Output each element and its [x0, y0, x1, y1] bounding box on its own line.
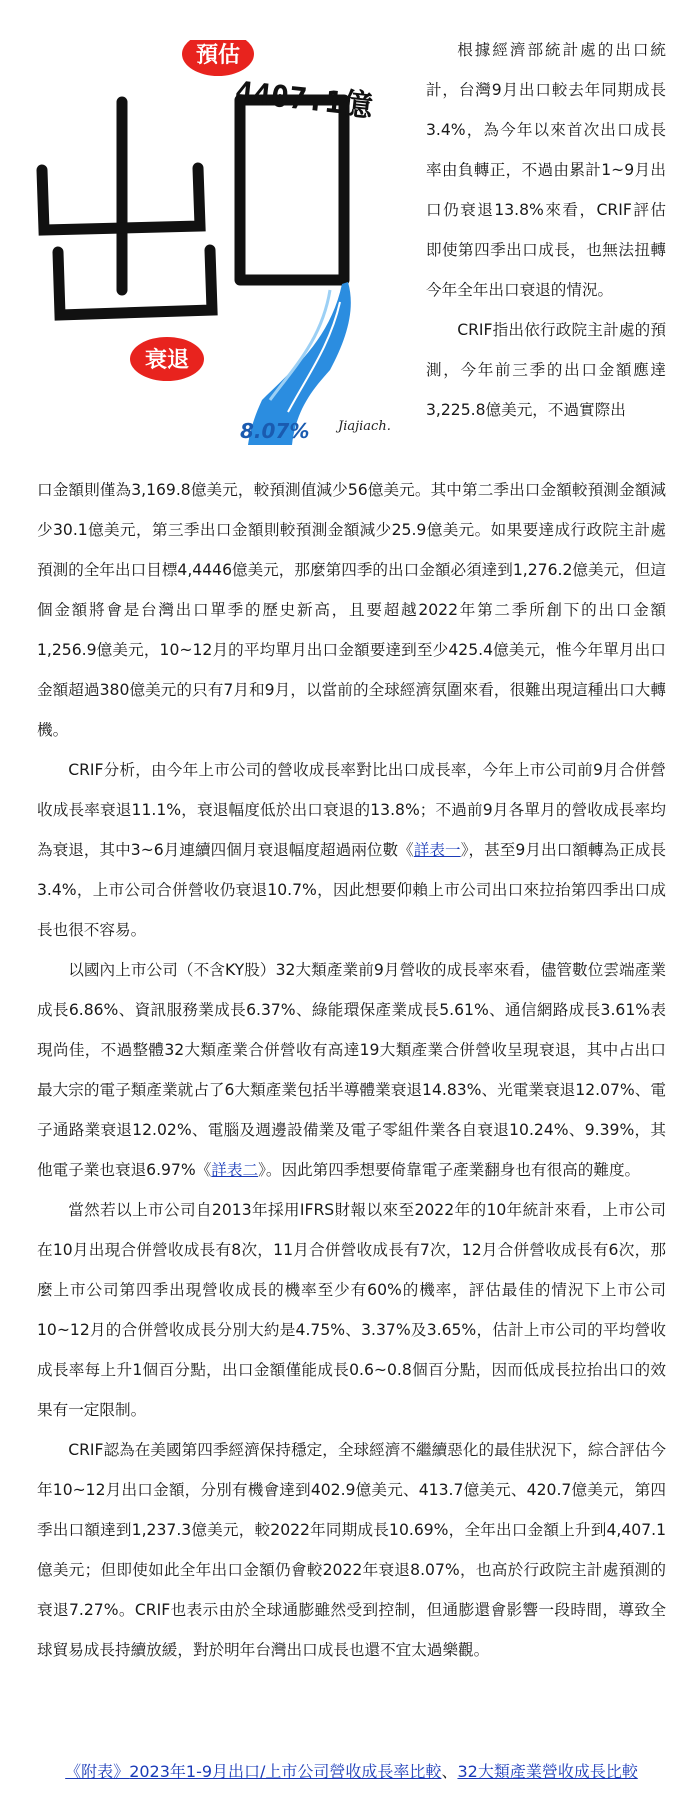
paragraph-1: 根據經濟部統計處的出口統計，台灣9月出口較去年同期成長3.4%，為今年以來首次出口成長率由負轉正，不過由累計1~9月出口仍衰退13.8%來看，CRIF評估即使第四季出口成長，也無法扭轉今年全年出口衰退的情況。: [426, 41, 666, 299]
paragraph-3-text-b: 》，甚至9月出口額轉為正成長3.4%，上市公司合併營收仍衰退10.7%，因此想要仰賴上市公司出口來拉抬第四季出口成長也很不容易。: [37, 841, 666, 939]
paragraph-3-text-a: CRIF分析，由今年上市公司的營收成長率對比出口成長率，今年上市公司前9月合併營收成長率衰退11.1%，衰退幅度低於出口衰退的13.8%；不過前9月各單月的營收成長率均為衰退，其中3~6月連續四個月衰退幅度超過兩位數《: [37, 761, 666, 859]
paragraph-2-head: CRIF指出依行政院主計處的預測，今年前三季的出口金額應達3,225.8億美元，不過實際出: [426, 321, 666, 419]
appendix-links: [37, 1755, 666, 1789]
artist-signature: Jiajiach.: [338, 419, 391, 434]
export-illustration: [30, 40, 410, 460]
paragraph-4-text-a: 以國內上市公司（不含KY股）32大類產業前9月營收的成長率來看，儘管數位雲端產業成長6.86%、資訊服務業成長6.37%、綠能環保產業成長5.61%、通信網路成長3.61%表現尚佳，不過整體32大類產業合併營收有高達19大類產業合併營收呈現衰退，其中占出口最大宗的電子類產業就占了6大類產業包括半導體業衰退14.83%、光電業衰退12.07%、電子通路業衰退12.02%、電腦及週邊設備業及電子零組件業各自衰退10.24%、9.39%，其他電子業也衰退6.97%《: [37, 961, 666, 1179]
paragraph-2-tail: 口金額則僅為3,169.8億美元，較預測值減少56億美元。其中第二季出口金額較預測金額減少30.1億美元，第三季出口金額則較預測金額減少25.9億美元。如果要達成行政院主計處預測的全年出口目標4,4446億美元，那麼第四季的出口金額必須達到1,276.2億美元，但這個金額將會是台灣出口單季的歷史新高，且要超越2022年第二季所創下的出口金額1,256.9億美元，10~12月的平均單月出口金額要達到至少425.4億美元，惟今年單月出口金額超過380億美元的只有7月和9月，以當前的全球經濟氛圍來看，很難出現這種出口大轉機。: [37, 481, 666, 739]
decline-rate-label: 8.07%: [240, 419, 310, 443]
chu-character: [42, 102, 212, 315]
kou-character: [240, 100, 344, 280]
article-wrapped-column: [426, 30, 666, 430]
paragraph-4-text-b: 》。因此第四季想要倚靠電子產業翻身也有很高的難度。: [258, 1161, 641, 1179]
paragraph-4: [37, 950, 666, 1190]
paragraph-3: [37, 750, 666, 950]
article-body: [37, 470, 666, 1670]
appendix-export-comparison-link[interactable]: 2023年1-9月出口/上市公司營收成長率比較: [129, 1762, 442, 1781]
appendix-prefix-link[interactable]: 《附表》: [65, 1762, 130, 1781]
detail-table-2-link[interactable]: 詳表二: [211, 1161, 259, 1179]
paragraph-5: 當然若以上市公司自2013年採用IFRS財報以來至2022年的10年統計來看，上市公司在10月出現合併營收成長有8次，11月合併營收成長有7次，12月合併營收成長有6次，那麼上市公司第四季出現營收成長的機率至少有60%的機率，評估最佳的情況下上市公司10~12月的合併營收成長分別大約是4.75%、3.37%及3.65%，估計上市公司的平均營收成長率每上升1個百分點，出口金額僅能成長0.6~0.8個百分點，因而低成長拉抬出口的效果有一定限制。: [37, 1201, 666, 1419]
forecast-value-label: 4407.1億: [233, 75, 375, 125]
appendix-industry-comparison-link[interactable]: 32大類產業營收成長比較: [457, 1762, 638, 1781]
decline-badge-label: 衰退: [144, 348, 190, 373]
paragraph-6: CRIF認為在美國第四季經濟保持穩定，全球經濟不繼續惡化的最佳狀況下，綜合評估今年10~12月出口金額，分別有機會達到402.9億美元、413.7億美元、420.7億美元，第四季出口額達到1,237.3億美元，較2022年同期成長10.69%，全年出口金額上升到4,407.1億美元；但即使如此全年出口金額仍會較2022年衰退8.07%，也高於行政院主計處預測的衰退7.27%。CRIF也表示由於全球通膨雖然受到控制，但通膨還會影響一段時間，導致全球貿易成長持續放緩，對於明年台灣出口成長也還不宜太過樂觀。: [37, 1441, 666, 1659]
appendix-separator: 、: [441, 1762, 458, 1781]
estimate-badge-label: 預估: [195, 43, 241, 68]
detail-table-1-link[interactable]: 詳表一: [413, 841, 461, 859]
